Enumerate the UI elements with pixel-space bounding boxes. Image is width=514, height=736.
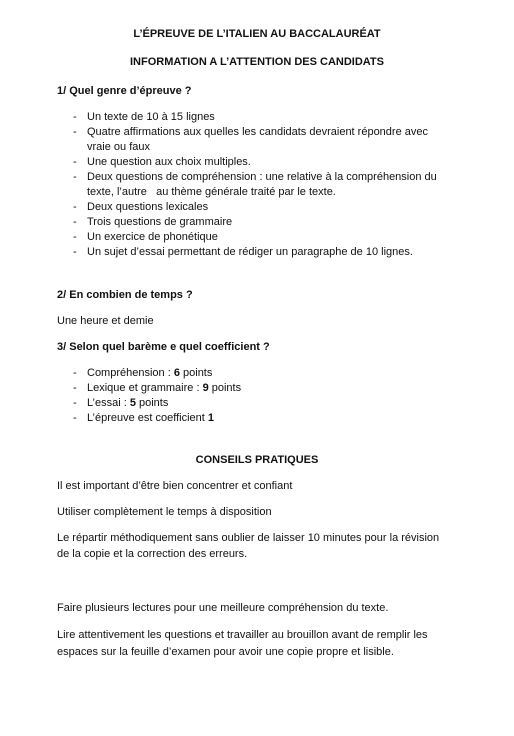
bullet-dash: - xyxy=(73,216,77,228)
list-item: Un sujet d’essai permettant de rédiger un paragraphe de 10 lignes. xyxy=(87,246,413,258)
document-subtitle: INFORMATION A L’ATTENTION DES CANDIDATS xyxy=(129,56,384,68)
conseil-line: Faire plusieurs lectures pour une meilleure compréhension du texte. xyxy=(57,602,389,614)
score-value: 6 xyxy=(173,367,180,379)
bullet-dash: - xyxy=(73,246,77,258)
bullet-dash: - xyxy=(73,231,77,243)
conseil-line: de la copie et la correction des erreurs. xyxy=(57,548,248,560)
score-suffix: points xyxy=(179,367,213,379)
section1-heading: 1/ Quel genre d’épreuve ? xyxy=(57,85,192,97)
list-item-continuation: vraie ou faux xyxy=(87,141,150,153)
bullet-dash: - xyxy=(73,367,77,379)
score-label: Compréhension : xyxy=(87,367,174,379)
conseil-line: Le répartir méthodiquement sans oublier de laisser 10 minutes pour la révision xyxy=(57,532,440,544)
conseil-line: Lire attentivement les questions et travailler au brouillon avant de remplir les xyxy=(57,629,428,641)
bullet-dash: - xyxy=(73,412,77,424)
conseil-line: Il est important d’être bien concentrer et confiant xyxy=(57,480,293,492)
conseil-line: Utiliser complètement le temps à disposition xyxy=(57,506,272,518)
list-item: Trois questions de grammaire xyxy=(87,216,233,228)
score-value: 9 xyxy=(202,382,209,394)
list-item-continuation: texte, l’autre au thème générale traité par le texte. xyxy=(87,186,336,198)
list-item: Un texte de 10 à 15 lignes xyxy=(87,111,215,123)
bullet-dash: - xyxy=(73,397,77,409)
score-label: Lexique et grammaire : xyxy=(87,382,203,394)
score-value: 5 xyxy=(129,397,136,409)
bullet-dash: - xyxy=(73,156,77,168)
score-suffix: points xyxy=(208,382,242,394)
score-item xyxy=(87,381,241,395)
list-item: Deux questions lexicales xyxy=(87,201,209,213)
list-item: Deux questions de compréhension : une relative à la compréhension du xyxy=(87,171,437,183)
bullet-dash: - xyxy=(73,382,77,394)
conseils-heading: CONSEILS PRATIQUES xyxy=(195,454,319,466)
bullet-dash: - xyxy=(73,201,77,213)
section2-heading: 2/ En combien de temps ? xyxy=(57,289,193,301)
document-title: L’ÉPREUVE DE L’ITALIEN AU BACCALAURÉAT xyxy=(133,28,381,40)
conseil-line: espaces sur la feuille d’examen pour avoir une copie propre et lisible. xyxy=(57,646,394,658)
list-item: Quatre affirmations aux quelles les candidats devraient répondre avec xyxy=(87,126,428,138)
score-label: L’épreuve est coefficient xyxy=(87,412,208,424)
section3-heading: 3/ Selon quel barème e quel coefficient ? xyxy=(57,341,270,353)
list-item: Une question aux choix multiples. xyxy=(87,156,251,168)
bullet-dash: - xyxy=(73,126,77,138)
score-item xyxy=(87,396,168,410)
score-item xyxy=(87,366,212,380)
list-item: Un exercice de phonétique xyxy=(87,231,218,243)
bullet-dash: - xyxy=(73,171,77,183)
score-label: L’essai : xyxy=(87,397,130,409)
score-item xyxy=(87,411,214,425)
score-value: 1 xyxy=(207,412,215,424)
score-suffix: points xyxy=(135,397,169,409)
bullet-dash: - xyxy=(73,111,77,123)
section2-answer: Une heure et demie xyxy=(57,315,154,327)
